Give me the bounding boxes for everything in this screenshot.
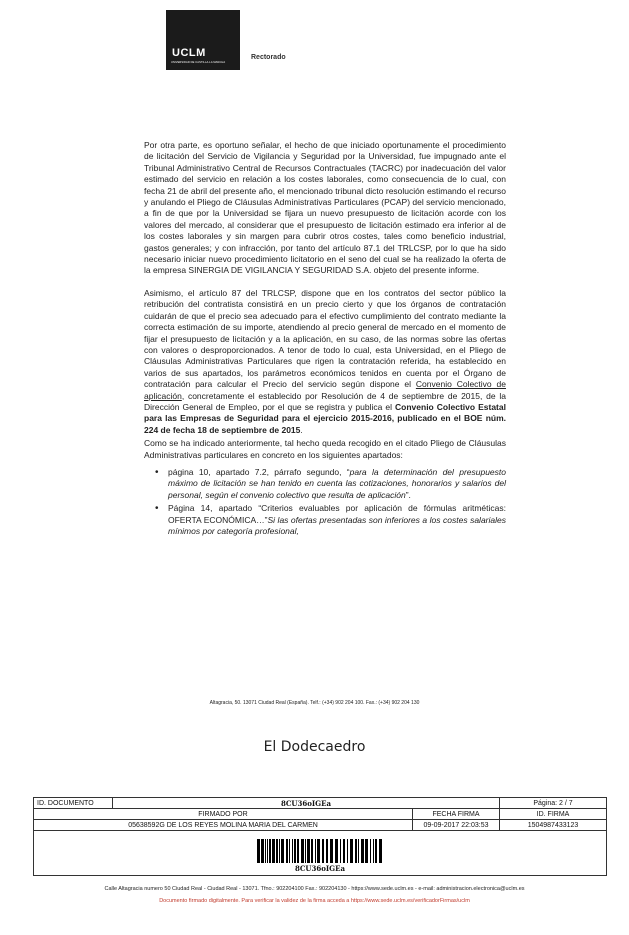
list-item: • página 10, apartado 7.2, párrafo segundo, “para la determinación del presupuesto máximo de licitación se han tenido en cuenta las cotizaciones, honorarios y salarios del personal, según el convenio colectivo que resulta de aplicación”. (168, 467, 506, 501)
barcode-bar (317, 839, 320, 863)
barcode-bar (292, 839, 293, 863)
bottom-contact-line: Calle Altagracia numero 50 Ciudad Real - Ciudad Real - 13071. Tfno.: 902204100 Fax.: 902204130 - https://www.sede.uclm.es - e-mail: administracion.electronica@uclm.es (104, 886, 525, 892)
barcode-bar (294, 839, 296, 863)
sig-id: 1504987433123 (500, 820, 607, 831)
barcode-bar (326, 839, 328, 863)
sig-id-label: ID. FIRMA (500, 809, 607, 820)
barcode-bar (307, 839, 310, 863)
barcode-bar (355, 839, 357, 863)
barcode-bar (289, 839, 290, 863)
barcode-bar (311, 839, 313, 863)
paragraph-2: Asimismo, el artículo 87 del TRLCSP, dispone que en los contratos del sector público la retribución del contratista consistirá en un precio cierto y que los órganos de contratación cuidarán de que el precio sea adecuado para el efectivo cumplimiento del contrato mediante la correcta estimación de su importe, atendiendo al precio general de mercado en el momento de fijar el presupuesto de licitación y a la aplicación, en su caso, de las normas sobre las ofertas con valores o desproporcionados. A tenor de todo lo cual, esta Universidad, en el Pliego de Cláusulas Administrativas Particulares que rigen la contratación referida, ha establecido en varios de sus apartados, los parámetros económicos tenidos en cuenta por el Órgano de contratación para calcular el Precio del servicio según dispone el Convenio Colectivo de aplicación, concretamente el establecido por Resolución de 4 de septiembre de 2015, de la Dirección General de Empleo, por el que se registra y publica el Convenio Colectivo Estatal para las Empresas de Seguridad para el ejercicio 2015-2016, publicado en el BOE núm. 224 de fecha 18 de septiembre de 2015. (144, 287, 506, 435)
barcode-bar (370, 839, 371, 863)
logo-text: UCLM (172, 47, 206, 59)
barcode-bar (330, 839, 333, 863)
convenio-link-text: Convenio Colectivo de aplicación (144, 379, 506, 401)
footer-address: Altagracia, 50. 13071 Ciudad Real (España). Telf.: (+34) 902 204 100. Fax.: (+34) 902 204 130 (209, 700, 420, 706)
barcode-bar (343, 839, 345, 863)
convenio-title: Convenio Colectivo Estatal para las Empresas de Seguridad para el ejercicio 2015-2016, publicado en el BOE núm. 224 de fecha 18 de septiembre de 2015 (144, 401, 506, 435)
list-item: • Página 14, apartado “Criterios evaluables por aplicación de fórmulas aritméticas: OFERTA ECONÓMICA…”Si las ofertas presentadas son inferiores a los costes salariales mínimos por categoría profesional, (168, 503, 506, 537)
sign-date: 09-09-2017 22:03:53 (413, 820, 500, 831)
barcode-bar (272, 839, 275, 863)
barcode-bar (322, 839, 324, 863)
logo-subtitle: UNIVERSIDAD DE CASTILLA-LA MANCHA (171, 61, 226, 64)
verification-note: Documento firmado digitalmente. Para verificar la validez de la firma acceda a https://www.sede.uclm.es/verificadorFirmas/uclm (159, 898, 470, 904)
page-number: Página: 2 / 7 (500, 798, 607, 809)
barcode-bar (281, 839, 284, 863)
barcode-bar (315, 839, 316, 863)
barcode-bar (358, 839, 359, 863)
barcode-bar (340, 839, 341, 863)
signed-by-label: FIRMADO POR (34, 809, 413, 820)
barcode-cell (34, 831, 607, 876)
paragraph-1: Por otra parte, es oportuno señalar, el hecho de que iniciado oportunamente el procedimiento de licitación del Servicio de Vigilancia y Seguridad por la Universidad, fue impugnado ante el Tribunal Administrativo Central de Recursos Contractuales (TACRC) por inadecuación del valor estimado del servicio en relación a los costes laborales, como consecuencia de lo cual, con fecha 21 de abril del presente año, el mencionado tribunal dicto resolución estimando el recurso y anulando el Pliego de Cláusulas Administrativas Particulares (PCAP) del servicio mencionado, a fin de que por la Universidad se fijara un nuevo presupuesto de licitación acorde con los valores del mercado, al considerar que el presupuesto de licitación estimado era inferior al de los costes laborales y sin margen para cubrir otros costes, tales como beneficio industrial, gastos generales; y con infracción, por tanto del artículo 87.1 del TRLCSP, por lo que ha sido necesario iniciar nuevo procedimiento licitatorio en el seno del cual se ha realizado la oferta de la empresa SINERGIA DE VIGILANCIA Y SEGURIDAD S.A. objeto del presente informe. (144, 140, 506, 276)
barcode-bar (379, 839, 382, 863)
header-section: Rectorado (251, 54, 286, 61)
barcode-bar (375, 839, 377, 863)
barcode-text: 8CU36oIGEa (294, 864, 346, 873)
barcode-bar (261, 839, 264, 863)
date-label: FECHA FIRMA (413, 809, 500, 820)
barcode-bar (267, 839, 268, 863)
paragraph-3: Como se ha indicado anteriormente, tal hecho queda recogido en el citado Pliego de Cláusulas Administrativas particulares en concreto en los siguientes apartados: (144, 438, 506, 460)
barcode-bar (335, 839, 338, 863)
document-title: El Dodecaedro (263, 739, 366, 755)
barcode-bar (297, 839, 299, 863)
id-label: ID. DOCUMENTO (34, 798, 113, 809)
barcode-bar (347, 839, 348, 863)
barcode-bar (305, 839, 306, 863)
barcode-bar (301, 839, 304, 863)
uclm-logo (166, 10, 240, 70)
barcode-bar (365, 839, 368, 863)
barcode-bar (373, 839, 374, 863)
document-body (144, 140, 506, 539)
barcode-bar (276, 839, 278, 863)
barcode-bar (279, 839, 280, 863)
barcode-bar (350, 839, 353, 863)
barcode-bar (269, 839, 271, 863)
barcode-bar (265, 839, 266, 863)
barcode-bar (286, 839, 288, 863)
signature-table (33, 797, 607, 876)
id-value: 8CU36oIGEa (113, 798, 500, 809)
barcode-bar (257, 839, 260, 863)
barcode-graphic (255, 839, 385, 863)
signer-name: 05638592G DE LOS REYES MOLINA MARIA DEL CARMEN (34, 820, 413, 831)
bullet-list (144, 467, 506, 537)
barcode-bar (361, 839, 364, 863)
